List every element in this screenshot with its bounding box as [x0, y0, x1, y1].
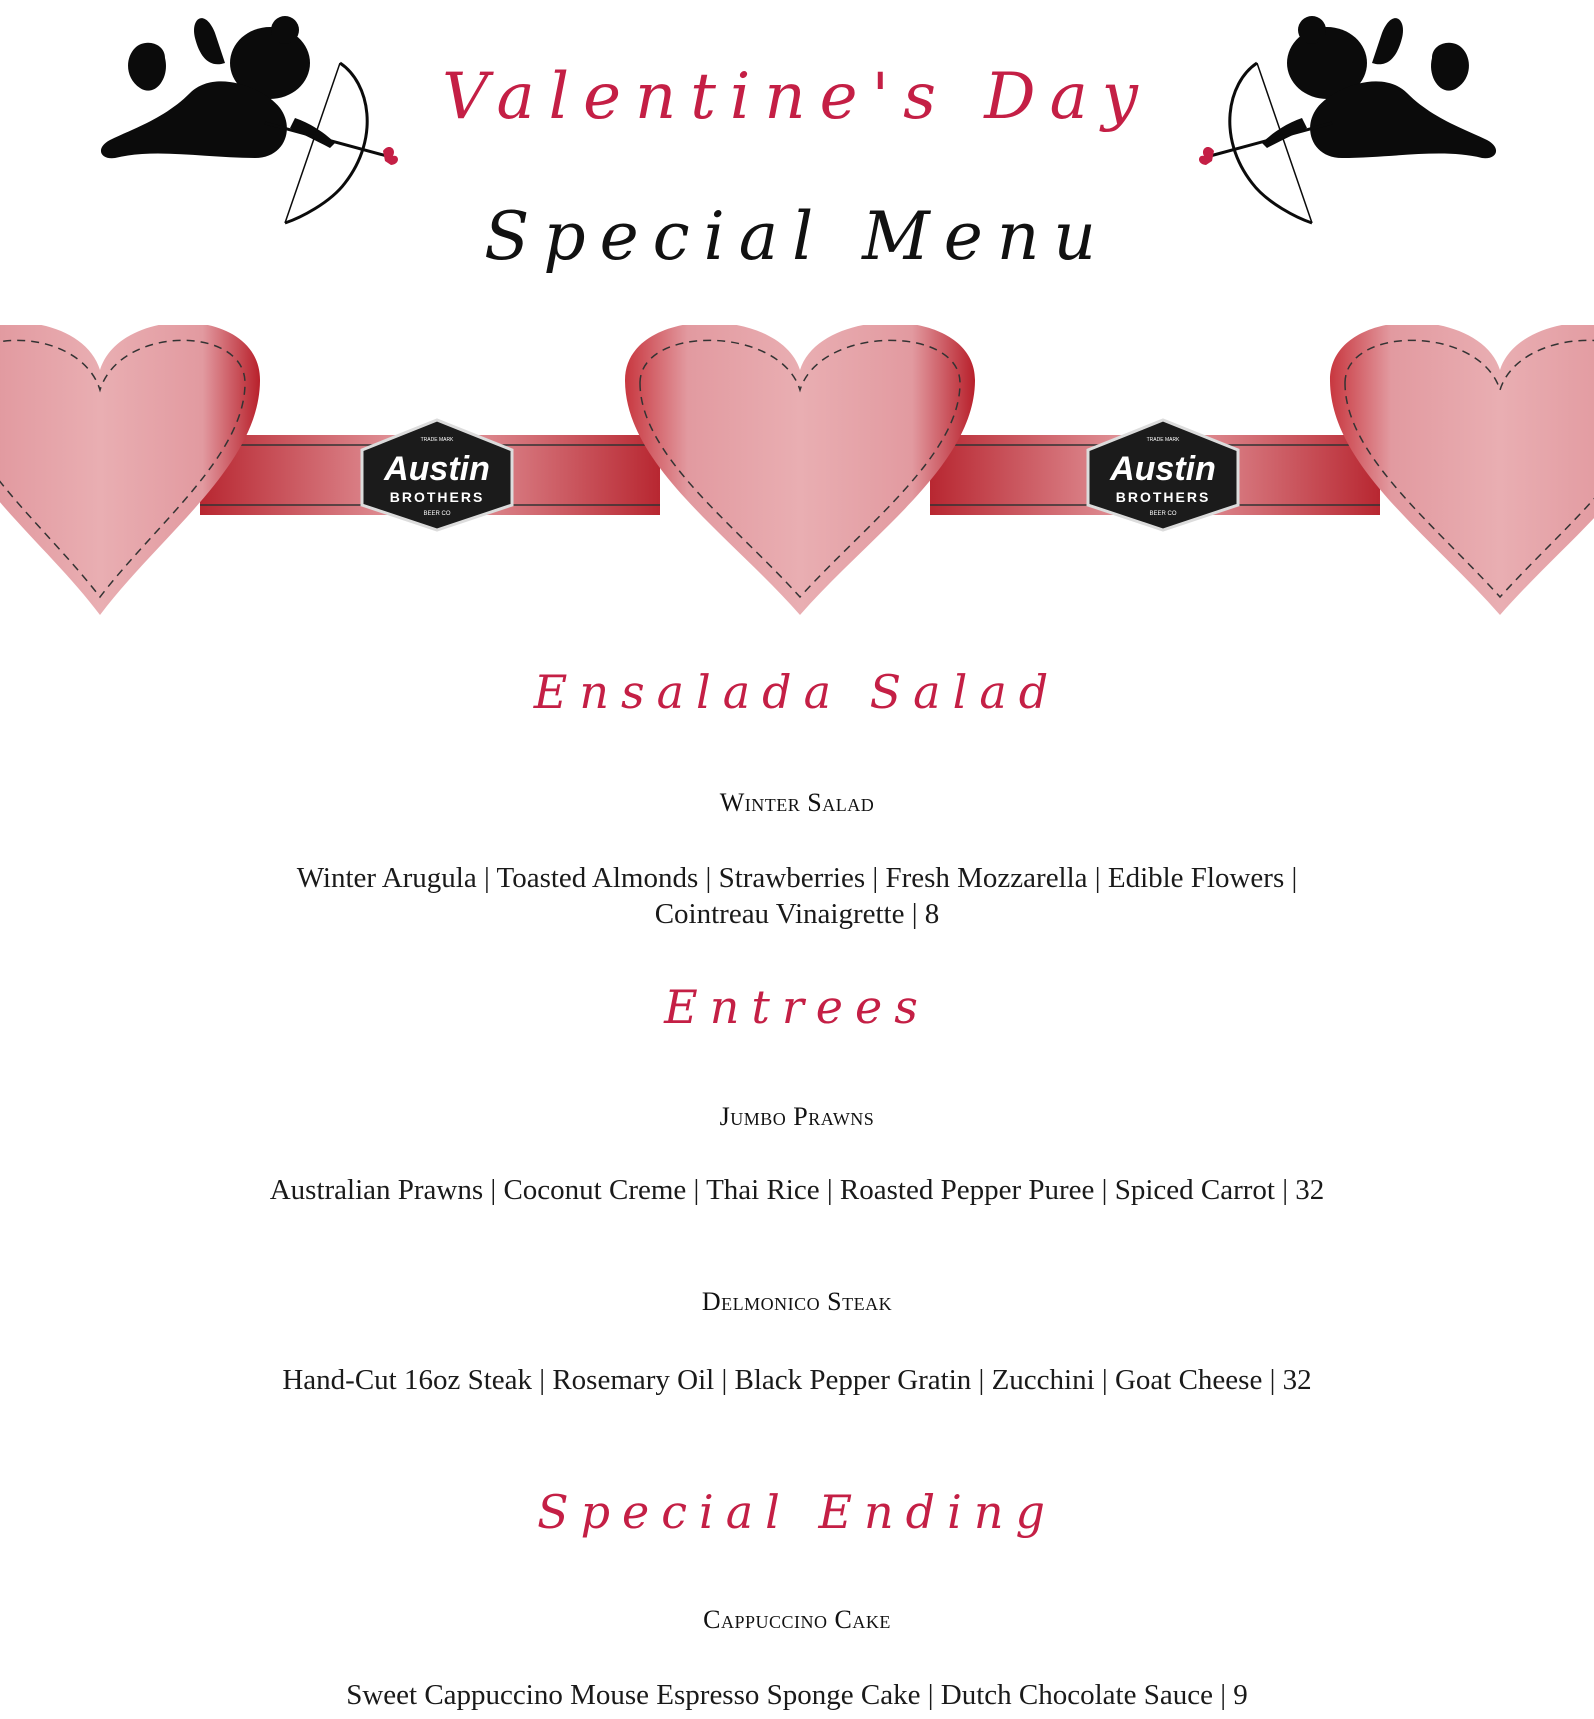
logo-word: Austin: [384, 450, 490, 488]
heart-ribbon-banner: [0, 325, 1594, 625]
heart-left: [0, 325, 260, 615]
dish-name-delmonico-steak: Delmonico Steak: [701, 1287, 893, 1316]
heart-center: [625, 325, 975, 615]
dish-name-winter-salad: Winter Salad: [719, 788, 875, 817]
logo-word: Austin: [1110, 450, 1216, 488]
dish-description-delmonico-steak: Hand-Cut 16oz Steak | Rosemary Oil | Black Pepper Gratin | Zucchini | Goat Cheese | 32: [282, 1364, 1312, 1396]
section-title-entrees: Entrees: [664, 980, 930, 1034]
page-title: Valentine's Day: [442, 60, 1152, 134]
dish-name-cappuccino-cake: Cappuccino Cake: [703, 1605, 891, 1634]
page-subtitle: Special Menu: [484, 198, 1110, 275]
logo-mark: TRADE MARK: [420, 437, 454, 443]
dish-description-winter-salad: Winter Arugula | Toasted Almonds | Strawberries | Fresh Mozzarella | Edible Flowers | Cointreau Vinaigrette | 8: [296, 862, 1298, 930]
heart-right: [1330, 325, 1594, 615]
logo-sub: BROTHERS: [389, 489, 485, 505]
section-title-ending: Special Ending: [537, 1485, 1057, 1539]
logo-small: BEER CO: [1149, 511, 1177, 517]
dish-description-jumbo-prawns: Australian Prawns | Coconut Creme | Thai Rice | Roasted Pepper Puree | Spiced Carrot | 32: [269, 1174, 1325, 1206]
logo-small: BEER CO: [423, 511, 451, 517]
dish-description-cappuccino-cake: Sweet Cappuccino Mouse Espresso Sponge Cake | Dutch Chocolate Sauce | 9: [346, 1679, 1248, 1711]
logo-mark: TRADE MARK: [1146, 437, 1180, 443]
dish-name-jumbo-prawns: Jumbo Prawns: [719, 1102, 875, 1131]
logo-sub: BROTHERS: [1115, 489, 1211, 505]
section-title-salad: Ensalada Salad: [533, 665, 1061, 719]
